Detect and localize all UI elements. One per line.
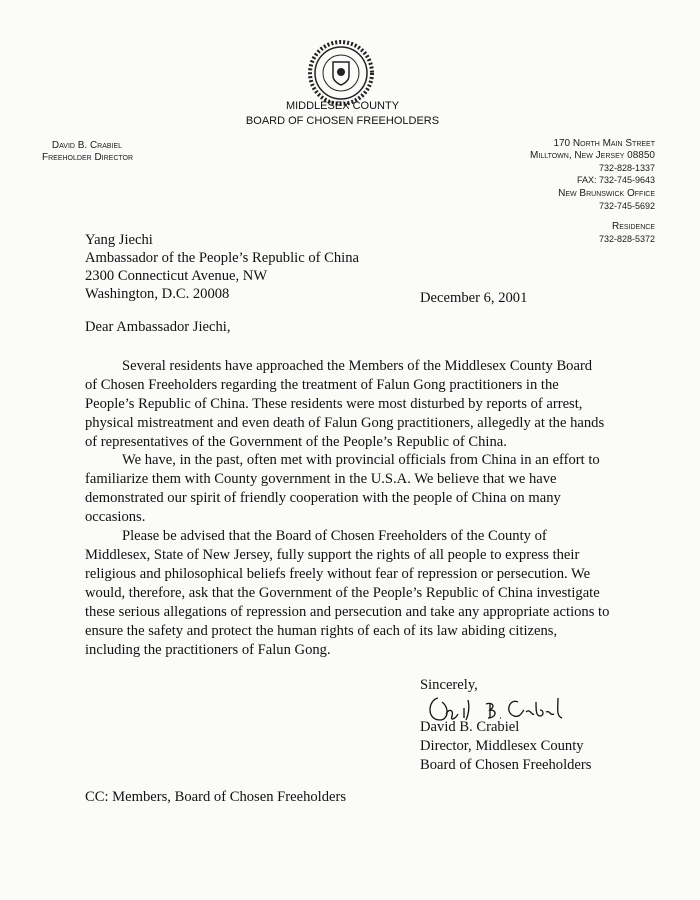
text-line: Please be advised that the Board of Chosen Freeholders of the County of [122,528,547,544]
closing: Sincerely, [420,677,478,693]
residence-label: Residence [611,221,655,232]
text-line: these serious allegations of repression and persecution and take any appropriate actions to [85,604,610,620]
text-line: familiarize them with County government in the U.S.A. We believe that we have [85,471,557,487]
letter-date: December 6, 2001 [420,290,528,306]
office-label: New Brunswick Office [558,188,655,199]
text-line: ensure the safety and protect the human rights of each of its law abiding citizens, [85,623,558,639]
signer-org: Board of Chosen Freeholders [420,757,592,773]
recipient-name: Yang Jiechi [85,232,153,248]
residence-phone: 732-828-5372 [598,234,655,244]
director-name: David B. Crabiel [51,140,123,151]
street: 170 North Main Street [553,138,655,149]
org-name: MIDDLESEX COUNTY [285,100,400,112]
phone: 732-828-1337 [598,163,655,173]
recipient-city: Washington, D.C. 20008 [85,286,230,302]
text-line: physical mistreatment and even death of Falun Gong practitioners, allegedly at the hands [85,415,605,431]
org-board: BOARD OF CHOSEN FREEHOLDERS [245,115,440,127]
text-line: Several residents have approached the Members of the Middlesex County Board [122,358,593,374]
text-line: of representatives of the Government of the People’s Republic of China. [85,434,507,450]
city: Milltown, New Jersey 08850 [530,150,655,161]
text-line: occasions. [85,509,146,525]
director-title: Freeholder Director [42,152,134,163]
residence-block [599,221,655,245]
recipient-address [85,231,359,303]
salutation: Dear Ambassador Jiechi, [85,319,231,335]
text-line: Middlesex, State of New Jersey, fully support the rights of all people to express their [85,547,580,563]
signer-name: David B. Crabiel [420,719,520,735]
paragraph-3 [85,527,609,660]
text-line: We have, in the past, often met with provincial officials from China in an effort to [122,452,600,468]
text-line: demonstrated our spirit of friendly cooperation with the people of China on many [85,490,561,506]
text-line: religious and philosophical beliefs freely without fear of repression or persecution. We [85,566,591,582]
text-line: including the practitioners of Falun Gong. [85,642,331,658]
text-line: of Chosen Freeholders regarding the treatment of Falun Gong practitioners in the [85,377,559,393]
cc-line: CC: Members, Board of Chosen Freeholders [85,789,347,805]
text-line: People’s Republic of China. These residents were most disturbed by reports of arrest, [85,396,583,412]
county-seal [308,40,374,106]
recipient-title: Ambassador of the People’s Republic of China [85,250,359,266]
text-line: would, therefore, ask that the Government of the People’s Republic of China investigate [85,585,600,601]
address-block [530,138,655,186]
office-phone: 732-745-5692 [598,201,655,211]
letterhead-left [42,140,132,164]
office-block [558,188,655,212]
signature-block [420,718,591,775]
signer-title: Director, Middlesex County [420,738,584,754]
paragraph-2 [85,451,600,527]
recipient-street: 2300 Connecticut Avenue, NW [85,268,268,284]
paragraph-1 [85,357,604,452]
fax: FAX: 732-745-9643 [576,175,655,185]
